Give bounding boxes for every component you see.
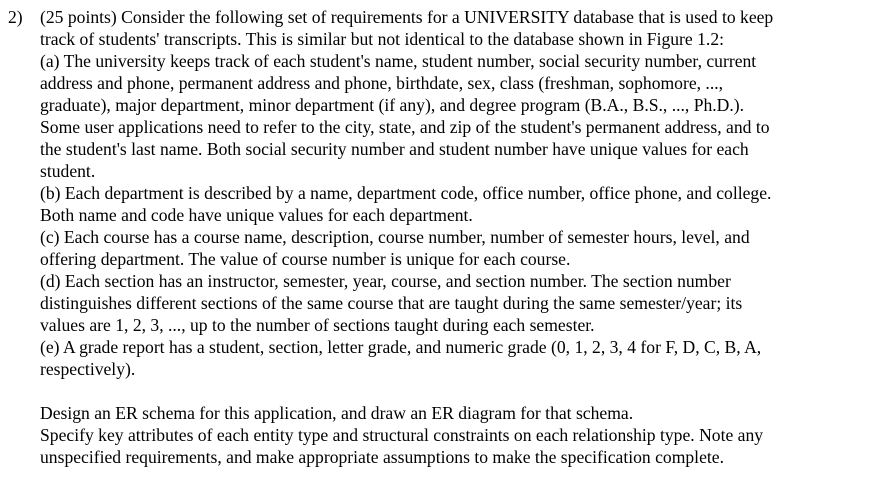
requirement-e-line: (e) A grade report has a student, section, letter grade, and numeric grade (0, 1, 2, 3, 4 for F, D, C, B, A, — [40, 337, 762, 357]
requirement-e-line: respectively). — [40, 359, 136, 379]
instruction-line: Specify key attributes of each entity type and structural constraints on each relationship type. Note any — [40, 425, 764, 445]
question-line: track of students' transcripts. This is similar but not identical to the database shown in Figure 1.2: — [40, 29, 724, 49]
blank-line — [40, 380, 865, 402]
requirement-d-line: (d) Each section has an instructor, semester, year, course, and section number. The section number — [40, 271, 731, 291]
requirement-b-line: Both name and code have unique values for each department. — [40, 205, 473, 225]
requirement-a-line: student. — [40, 161, 96, 181]
question-number: 2) — [8, 7, 23, 27]
instruction-line: unspecified requirements, and make appropriate assumptions to make the specification complete. — [40, 447, 724, 467]
requirement-b-line: (b) Each department is described by a name, department code, office number, office phone, and college. — [40, 183, 772, 203]
requirement-c-line: offering department. The value of course number is unique for each course. — [40, 249, 571, 269]
question-text — [40, 6, 865, 468]
requirement-d-line: values are 1, 2, 3, ..., up to the number of sections taught during each semester. — [40, 315, 595, 335]
requirement-a-line: graduate), major department, minor department (if any), and degree program (B.A., B.S., ..., Ph.D.). — [40, 95, 745, 115]
requirement-a-line: address and phone, permanent address and phone, birthdate, sex, class (freshman, sophomore, ..., — [40, 73, 724, 93]
instruction-line: Design an ER schema for this application, and draw an ER diagram for that schema. — [40, 403, 634, 423]
requirement-c-line: (c) Each course has a course name, description, course number, number of semester hours, level, and — [40, 227, 750, 247]
requirement-d-line: distinguishes different sections of the same course that are taught during the same semester/year; its — [40, 293, 743, 313]
requirement-a-line: Some user applications need to refer to the city, state, and zip of the student's permanent address, and to — [40, 117, 770, 137]
requirement-a-line: (a) The university keeps track of each student's name, student number, social security number, current — [40, 51, 757, 71]
question-line: (25 points) Consider the following set of requirements for a UNIVERSITY database that is used to keep — [40, 7, 774, 27]
requirement-a-line: the student's last name. Both social security number and student number have unique values for each — [40, 139, 749, 159]
